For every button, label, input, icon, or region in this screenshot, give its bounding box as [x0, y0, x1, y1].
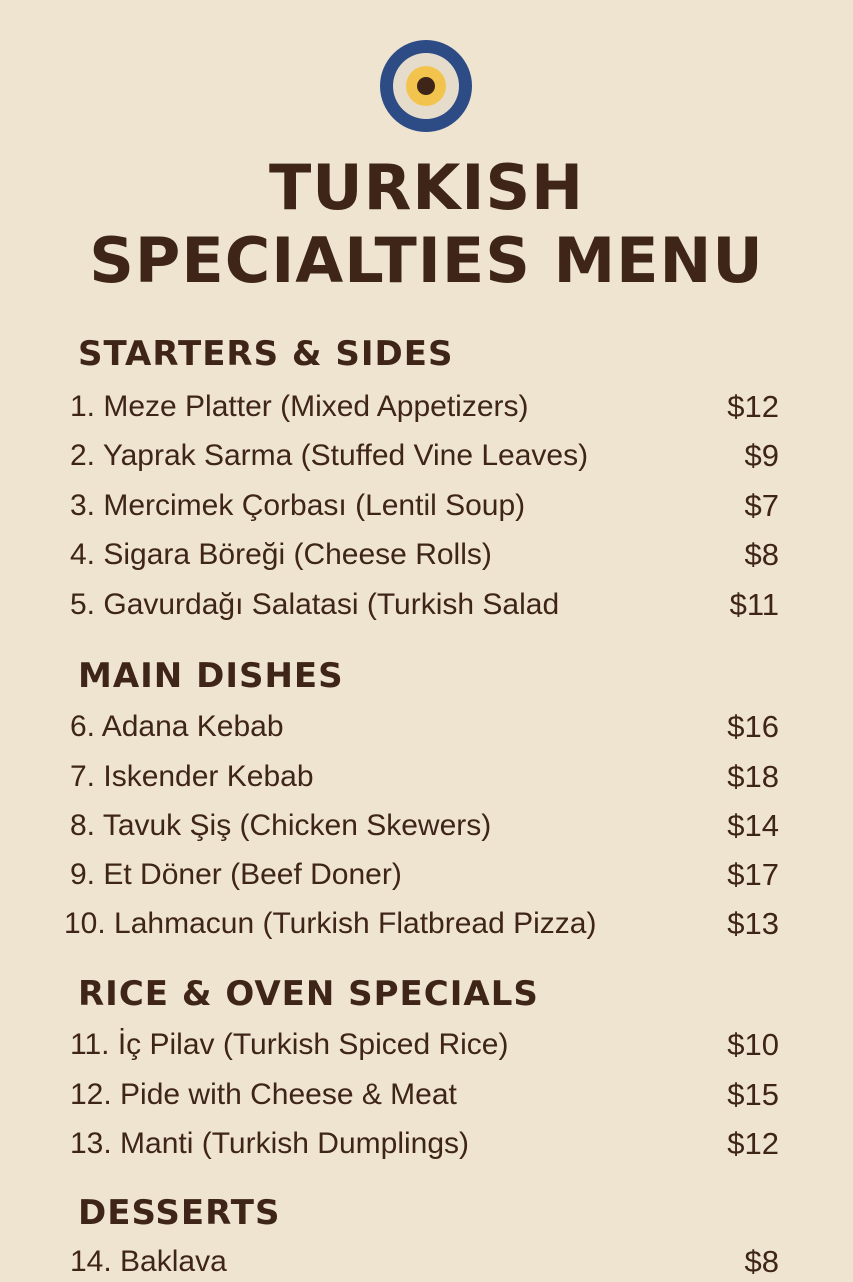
menu-item-name: 12. Pide with Cheese & Meat	[70, 1078, 457, 1111]
menu-item-price: $12	[727, 1126, 779, 1161]
menu-item-price: $12	[727, 389, 779, 424]
menu-item-price: $15	[727, 1077, 779, 1112]
menu-item	[0, 806, 853, 846]
menu-item-price: $8	[744, 537, 779, 572]
menu-item	[0, 585, 853, 625]
menu-item	[0, 1075, 853, 1115]
menu-item-price: $14	[727, 808, 779, 843]
menu-item-name: 3. Mercimek Çorbası (Lentil Soup)	[70, 489, 526, 522]
menu-item-price: $8	[744, 1244, 779, 1279]
menu-item	[0, 1025, 853, 1065]
menu-item-name: 5. Gavurdağı Salatasi (Turkish Salad	[70, 588, 560, 621]
menu-item-price: $7	[744, 488, 779, 523]
menu-item	[0, 436, 853, 476]
menu-item	[0, 486, 853, 526]
menu-item	[0, 387, 853, 427]
menu-item-price: $18	[727, 759, 779, 794]
menu-item-name: 4. Sigara Böreği (Cheese Rolls)	[70, 538, 492, 571]
section-heading-rice-oven: RICE & OVEN SPECIALS	[78, 974, 539, 1014]
section-heading-starters: STARTERS & SIDES	[78, 334, 454, 374]
menu-item-price: $13	[727, 906, 779, 941]
menu-item-price: $16	[727, 709, 779, 744]
menu-item	[0, 707, 853, 747]
menu-item	[0, 535, 853, 575]
menu-item-price: $9	[744, 438, 779, 473]
menu-item-name: 11. İç Pilav (Turkish Spiced Rice)	[70, 1028, 509, 1061]
menu-item-price: $11	[729, 587, 779, 622]
evil-eye-icon	[380, 40, 472, 132]
menu-item-name: 7. Iskender Kebab	[70, 760, 314, 793]
menu-item-name: 8. Tavuk Şiş (Chicken Skewers)	[70, 809, 492, 842]
menu-item-name: 6. Adana Kebab	[70, 710, 284, 743]
menu-item-name: 14. Baklava	[70, 1245, 227, 1278]
menu-item	[0, 904, 853, 944]
menu-title-line-2: SPECIALTIES MENU	[89, 224, 764, 297]
menu-item	[0, 757, 853, 797]
menu-item-name: 9. Et Döner (Beef Doner)	[70, 858, 402, 891]
menu-item	[0, 855, 853, 895]
menu-item-name: 13. Manti (Turkish Dumplings)	[70, 1127, 470, 1160]
menu-item-price: $10	[727, 1027, 779, 1062]
section-heading-mains: MAIN DISHES	[78, 656, 344, 696]
menu-item-name: 10. Lahmacun (Turkish Flatbread Pizza)	[64, 907, 597, 940]
menu-title-line-1: TURKISH	[268, 151, 585, 224]
menu-item-name: 2. Yaprak Sarma (Stuffed Vine Leaves)	[70, 439, 589, 472]
menu-item	[0, 1242, 853, 1282]
menu-item-name: 1. Meze Platter (Mixed Appetizers)	[70, 390, 529, 423]
section-heading-desserts: DESSERTS	[78, 1193, 281, 1233]
menu-item	[0, 1124, 853, 1164]
menu-item-price: $17	[727, 857, 779, 892]
